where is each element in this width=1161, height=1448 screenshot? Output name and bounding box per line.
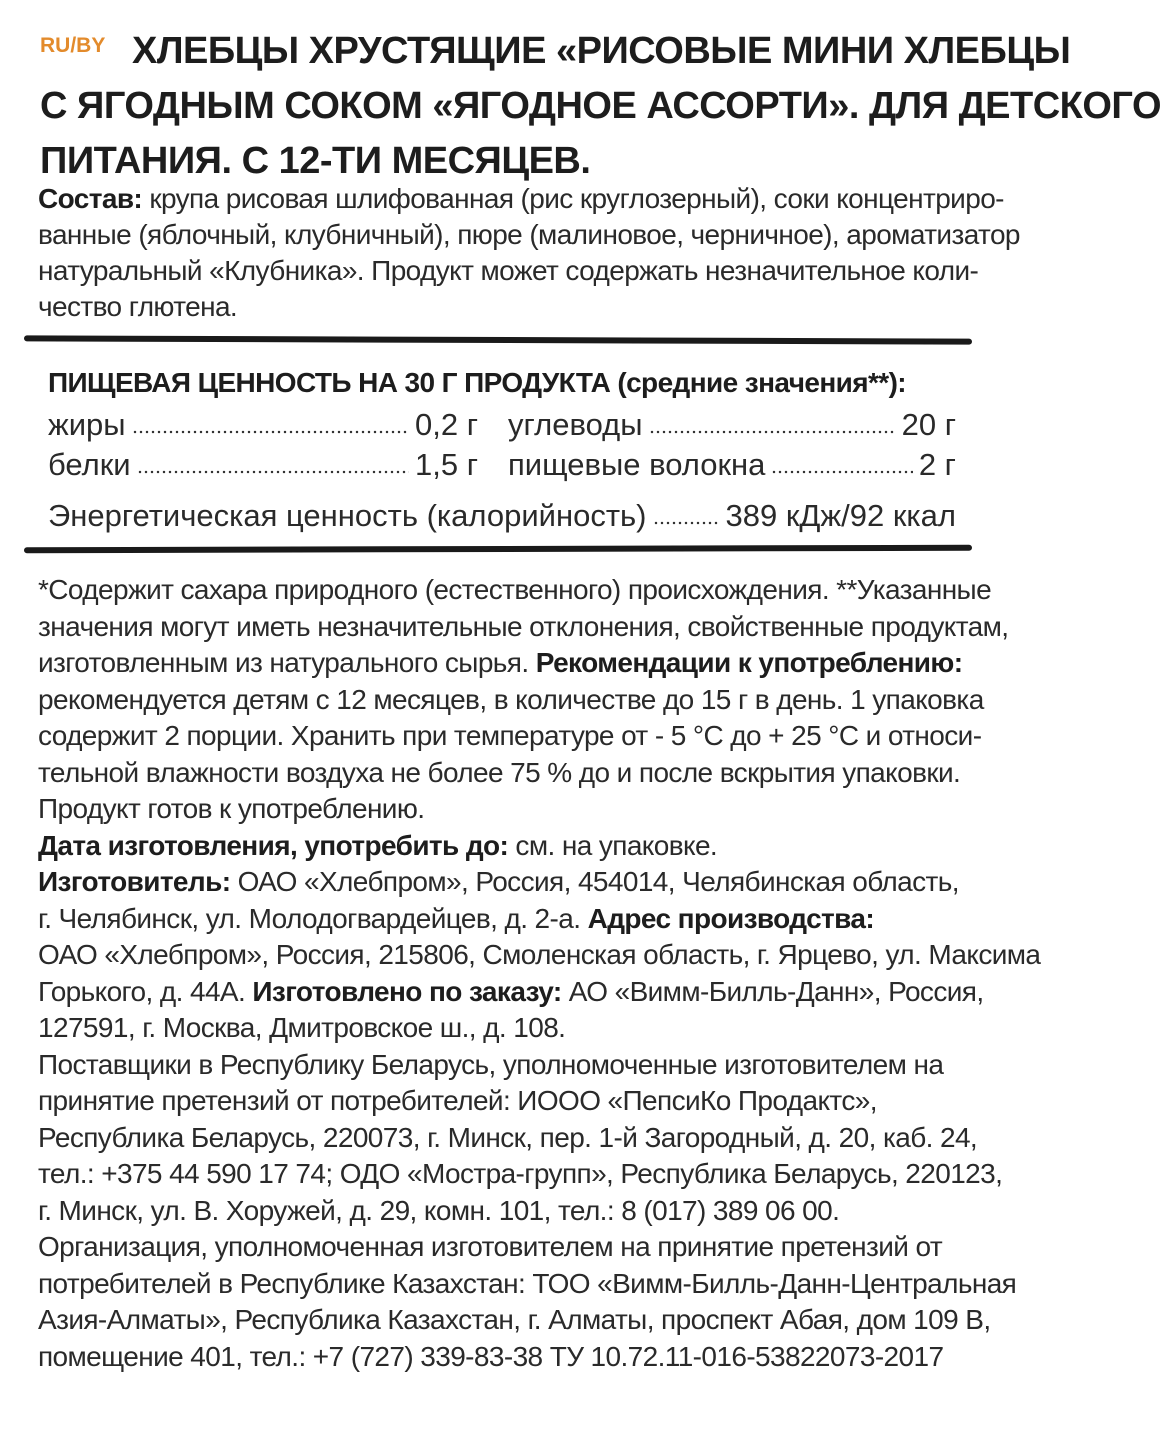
production-address-label: Адрес производства:: [587, 902, 875, 934]
details-line: Продукт готов к употреблению.: [38, 793, 425, 824]
nutrient-label: пищевые волокна: [508, 447, 766, 482]
nutrient-value: 0,2 г: [414, 407, 478, 442]
nutrition-row-carbs: [508, 405, 956, 445]
details-line: Республика Беларусь, 220073, г. Минск, пер. 1-й Загородный, д. 20, каб. 24,: [38, 1121, 978, 1153]
details-line: *Содержит сахара природного (естественного) происхождения. **Указанные: [38, 574, 992, 605]
composition-block: [38, 181, 1020, 325]
nutrient-value: 2 г: [918, 447, 956, 482]
manufacturer-label: Изготовитель:: [38, 866, 231, 897]
details-line: Дата изготовления, употребить до: см. на упаковке.: [38, 829, 718, 861]
divider: [24, 335, 972, 344]
details-line: Поставщики в Республику Беларусь, уполномоченные изготовителем на: [38, 1048, 944, 1080]
nutrient-label: белки: [48, 447, 131, 482]
details-line: ОАО «Хлебпром», Россия, 215806, Смоленская область, г. Ярцево, ул. Максима: [38, 939, 1041, 970]
title-line: ПИТАНИЯ. С 12-ТИ МЕСЯЦЕВ.: [40, 140, 591, 182]
composition-line: Состав: крупа рисовая шлифованная (рис круглозерный), соки концентриро-: [38, 183, 1004, 214]
details-line: 127591, г. Москва, Дмитровское ш., д. 108.: [38, 1012, 566, 1043]
recommendations-label: Рекомендации к употреблению: [535, 647, 954, 678]
details-line: помещение 401, тел.: +7 (727) 339-83-38 ТУ 10.72.11-016-53822073-2017: [38, 1340, 944, 1372]
nutrient-value: 20 г: [901, 407, 956, 442]
nutrition-row-protein: [48, 445, 478, 485]
details-line: Организация, уполномоченная изготовителем на принятие претензий от: [38, 1231, 943, 1262]
dot-leader: [771, 469, 912, 475]
nutrient-value: 389 кДж/92 ккал: [725, 498, 956, 533]
title-line: ХЛЕБЦЫ ХРУСТЯЩИЕ «РИСОВЫЕ МИНИ ХЛЕБЦЫ: [132, 30, 1071, 72]
details-line: изготовленным из натурального сырья. Рекомендации к употреблению:: [38, 647, 963, 678]
nutrition-row-fiber: [508, 445, 956, 485]
divider: [24, 545, 972, 553]
dot-leader: [132, 429, 409, 435]
composition-line: натуральный «Клубника». Продукт может содержать незначительное коли-: [38, 255, 979, 286]
details-line: Изготовитель: ОАО «Хлебпром», Россия, 454014, Челябинская область,: [38, 866, 959, 897]
details-line: г. Минск, ул. В. Хоружей, д. 29, комн. 101, тел.: 8 (017) 389 06 00.: [38, 1194, 840, 1226]
nutrient-label: углеводы: [508, 407, 643, 442]
dot-leader: [649, 429, 896, 435]
language-code: RU/BY: [40, 34, 106, 57]
details-line: тел.: +375 44 590 17 74; ОДО «Мостра-групп», Республика Беларусь, 220123,: [38, 1158, 1003, 1189]
details-line: тельной влажности воздуха не более 75 % до и после вскрытия упаковки.: [38, 756, 961, 788]
composition-line: чество глютена.: [38, 291, 238, 322]
nutrition-row-fat: [48, 405, 478, 445]
composition-label: Состав:: [38, 183, 143, 214]
details-line: принятие претензий от потребителей: ИООО «ПепсиКо Продактс»,: [38, 1085, 877, 1116]
nutrition-row-energy: [48, 496, 956, 536]
label-details: [38, 572, 1041, 1375]
details-line: содержит 2 порции. Хранить при температуре от - 5 °С до + 25 °С и относи-: [38, 720, 982, 751]
dates-label: Дата изготовления, употребить до:: [38, 829, 509, 861]
ordered-by-label: Изготовлено по заказу:: [252, 975, 562, 1007]
details-line: Азия-Алматы», Республика Казахстан, г. Алматы, проспект Абая, дом 109 В,: [38, 1304, 991, 1335]
nutrient-label: жиры: [48, 407, 126, 442]
details-line: значения могут иметь незначительные отклонения, свойственные продуктам,: [38, 610, 1009, 642]
dot-leader: [137, 469, 409, 475]
nutrient-label: Энергетическая ценность (калорийность): [48, 498, 647, 533]
details-line: рекомендуется детям с 12 месяцев, в количестве до 15 г в день. 1 упаковка: [38, 683, 984, 715]
product-title: [40, 24, 1161, 189]
composition-line: ванные (яблочный, клубничный), пюре (малиновое, черничное), ароматизатор: [38, 219, 1020, 250]
nutrition-heading: ПИЩЕВАЯ ЦЕННОСТЬ НА 30 Г ПРОДУКТА (средние значения**):: [48, 367, 907, 398]
title-line: С ЯГОДНЫМ СОКОМ «ЯГОДНОЕ АССОРТИ». ДЛЯ ДЕТСКОГО: [40, 85, 1161, 127]
nutrient-value: 1,5 г: [414, 447, 478, 482]
details-line: Горького, д. 44А. Изготовлено по заказу: АО «Вимм-Билль-Данн», Россия,: [38, 975, 984, 1007]
details-line: г. Челябинск, ул. Молодогвардейцев, д. 2-а. Адрес производства:: [38, 902, 875, 934]
dot-leader: [653, 520, 720, 526]
details-line: потребителей в Республике Казахстан: ТОО «Вимм-Билль-Данн-Центральная: [38, 1267, 1017, 1299]
